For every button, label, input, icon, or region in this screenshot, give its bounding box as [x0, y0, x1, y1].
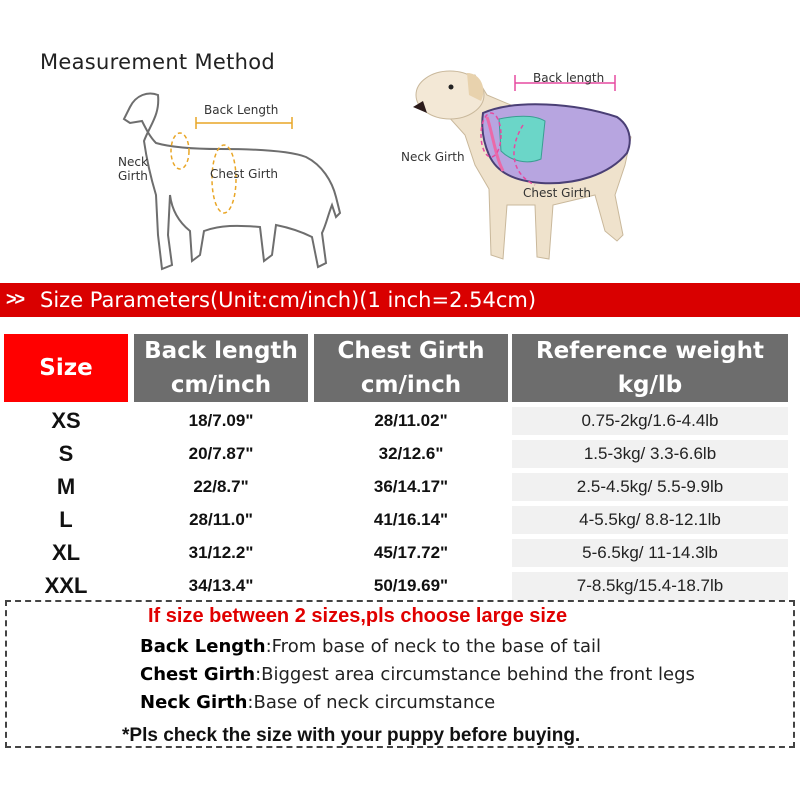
chest-girth-label: Chest Girth	[210, 167, 279, 181]
back-length-cell: 18/7.09"	[188, 411, 254, 430]
chest-girth-cell: 36/14.17"	[373, 477, 449, 496]
note-neck-desc: :Base of neck circumstance	[247, 692, 496, 713]
note-chest-desc: :Biggest area circumstance behind the front legs	[255, 664, 695, 685]
size-cell: XS	[51, 408, 81, 433]
size-cell: M	[56, 474, 76, 499]
chest-girth-cell: 32/12.6"	[378, 444, 444, 463]
chest-girth-cell: 45/17.72"	[373, 543, 449, 562]
note-chest-girth	[140, 664, 695, 685]
table-row	[0, 504, 800, 536]
back-length-cell: 20/7.87"	[188, 444, 254, 463]
header-back-label: Back length	[144, 338, 298, 364]
banner-title: Size Parameters(Unit:cm/inch)(1 inch=2.54cm)	[40, 288, 537, 312]
note-chest-term: Chest Girth	[140, 664, 256, 685]
weight-cell: 4-5.5kg/ 8.8-12.1lb	[512, 506, 788, 534]
table-row	[0, 438, 800, 470]
note-back-term: Back Length	[140, 636, 266, 657]
table-row	[0, 570, 800, 602]
measurement-title: Measurement Method	[40, 50, 276, 74]
chest-girth-cell: 41/16.14"	[373, 510, 449, 529]
neck-girth-label: Neck Girth	[118, 155, 148, 183]
note-neck-girth	[140, 692, 495, 713]
header-back-unit: cm/inch	[170, 372, 272, 398]
table-row	[0, 537, 800, 569]
weight-cell: 2.5-4.5kg/ 5.5-9.9lb	[512, 473, 788, 501]
back-length-cell: 22/8.7"	[193, 477, 249, 496]
chest-girth-cell: 50/19.69"	[373, 576, 449, 595]
weight-cell: 0.75-2kg/1.6-4.4lb	[512, 407, 788, 435]
note-neck-term: Neck Girth	[140, 692, 248, 713]
weight-cell: 1.5-3kg/ 3.3-6.6lb	[512, 440, 788, 468]
chest-girth-label-right: Chest Girth	[523, 186, 592, 200]
dog-coat-illustration	[395, 55, 685, 285]
header-size-label: Size	[39, 355, 93, 381]
chevrons-right-icon: >>	[6, 289, 24, 309]
size-cell: XXL	[44, 573, 88, 598]
back-length-cell: 28/11.0"	[189, 510, 253, 529]
header-weight-label: Reference weight	[535, 338, 765, 364]
size-cell: S	[58, 441, 74, 466]
size-cell: L	[59, 507, 73, 532]
table-row	[0, 471, 800, 503]
dog-outline-illustration	[100, 85, 360, 285]
back-length-label-right: Back length	[533, 71, 605, 85]
note-back-desc: :From base of neck to the base of tail	[265, 636, 602, 657]
header-reference-weight	[512, 334, 788, 402]
check-size-note: *Pls check the size with your puppy before buying.	[122, 725, 581, 746]
size-warning: If size between 2 sizes,pls choose large size	[148, 605, 568, 627]
header-back-length	[134, 334, 308, 402]
back-length-cell: 31/12.2"	[188, 543, 254, 562]
note-back-length	[140, 636, 601, 657]
size-cell: XL	[51, 540, 81, 565]
weight-cell: 5-6.5kg/ 11-14.3lb	[512, 539, 788, 567]
neck-girth-label-right: Neck Girth	[401, 150, 465, 164]
back-length-label: Back Length	[204, 103, 279, 117]
chest-girth-cell: 28/11.02"	[374, 411, 448, 430]
table-row	[0, 405, 800, 437]
weight-cell: 7-8.5kg/15.4-18.7lb	[512, 572, 788, 600]
header-size	[4, 334, 128, 402]
back-length-cell: 34/13.4"	[188, 576, 254, 595]
header-chest-girth	[314, 334, 508, 402]
header-weight-unit: kg/lb	[617, 372, 683, 398]
header-chest-unit: cm/inch	[360, 372, 462, 398]
header-chest-label: Chest Girth	[337, 338, 485, 364]
